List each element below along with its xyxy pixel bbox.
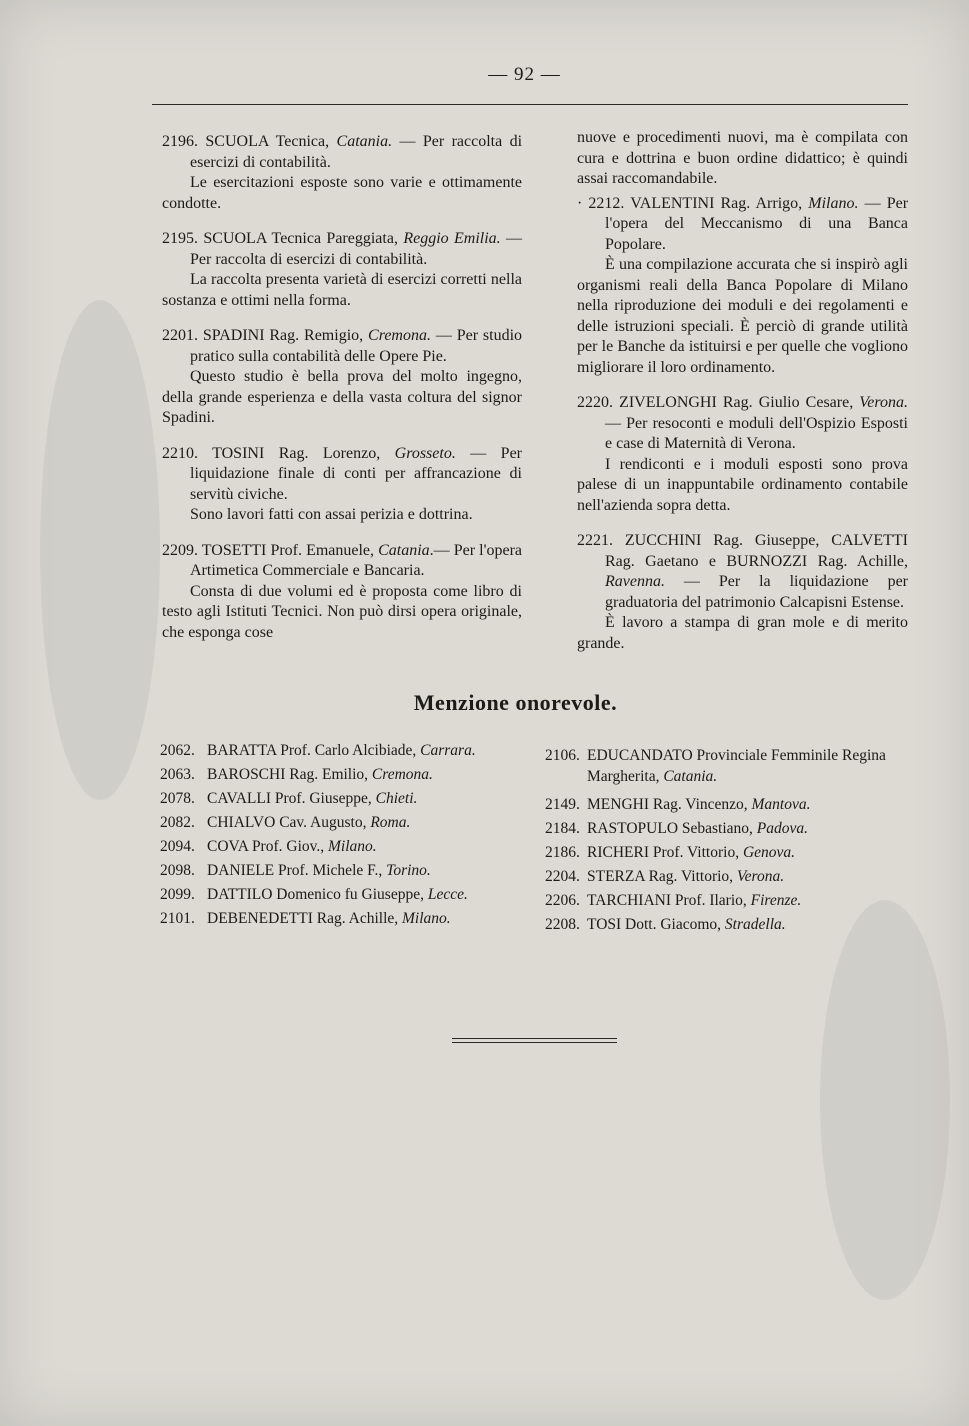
entry-number: 2195. bbox=[162, 230, 198, 247]
list-item bbox=[160, 859, 530, 883]
list-place: Chieti. bbox=[375, 790, 418, 807]
rule-line bbox=[452, 1042, 617, 1043]
list-place: Torino. bbox=[386, 862, 431, 879]
list-name: DEBENEDETTI Rag. Achille, bbox=[207, 910, 399, 927]
entry-text: .— Per l'opera Artimetica Commerciale e Bancaria. bbox=[190, 541, 522, 579]
list-number: 2062. bbox=[160, 742, 195, 759]
list-item bbox=[545, 841, 915, 865]
list-item bbox=[160, 907, 530, 931]
list-place: Padova. bbox=[756, 820, 809, 837]
entry-number: · 2212. bbox=[577, 194, 625, 212]
entry-comment: I rendiconti e i moduli esposti sono prova palese di un inappuntabile ordinamento contabile nell'azienda sopra detta. bbox=[577, 455, 908, 514]
list-number: 2184. bbox=[545, 820, 580, 837]
list-number: 2094. bbox=[160, 838, 195, 855]
list-name: BAROSCHI Rag. Emilio, bbox=[207, 766, 369, 783]
list-place: Cremona. bbox=[371, 766, 433, 783]
list-item bbox=[545, 913, 915, 937]
continuation-text: nuove e procedimenti nuovi, ma è compilata con cura e dottrina e buon ordine didattico; è quindi assai raccomandabile. bbox=[577, 129, 908, 187]
entry-place: Cremona. bbox=[368, 327, 431, 344]
entry-number: 2210. bbox=[162, 444, 198, 462]
rule-line bbox=[452, 1038, 617, 1039]
entry-number: 2209. bbox=[162, 541, 198, 559]
list-number: 2186. bbox=[545, 844, 580, 861]
list-place: Firenze. bbox=[750, 892, 802, 909]
entry-place: Milano. bbox=[808, 194, 859, 212]
entry-comment: Le esercitazioni esposte sono varie e ottimamente condotte. bbox=[162, 174, 522, 212]
entry-place: Grosseto. bbox=[394, 444, 456, 462]
entry-place: Ravenna. bbox=[605, 573, 665, 590]
entry-number: 2201. bbox=[162, 327, 198, 344]
list-number: 2099. bbox=[160, 886, 195, 903]
list-name: BARATTA Prof. Carlo Alcibiade, bbox=[207, 742, 417, 759]
list-name: DATTILO Domenico fu Giuseppe, bbox=[207, 886, 424, 903]
entry-number: 2196. bbox=[162, 133, 198, 150]
list-name: CAVALLI Prof. Giuseppe, bbox=[207, 790, 372, 807]
list-item bbox=[545, 793, 915, 817]
entry-text: — Per raccolta di esercizi di contabilità. bbox=[190, 133, 523, 171]
list-number: 2098. bbox=[160, 862, 195, 879]
list-number: 2106. bbox=[545, 747, 580, 764]
page-number: — 92 — bbox=[488, 64, 561, 85]
list-number: 2208. bbox=[545, 916, 580, 933]
list-name: EDUCANDATO Provinciale Femminile Regina Margherita, bbox=[587, 747, 886, 785]
list-name: DANIELE Prof. Michele F., bbox=[207, 862, 383, 879]
list-place: Catania. bbox=[663, 768, 718, 785]
entry-name: ZUCCHINI Rag. Giuseppe, CALVETTI Rag. Gaetano e BURNOZZI Rag. Achille, bbox=[605, 532, 908, 570]
entry-number: 2220. bbox=[577, 394, 613, 411]
list-item bbox=[160, 883, 530, 907]
header-rule bbox=[152, 104, 908, 105]
entry-2221 bbox=[577, 531, 908, 613]
list-item bbox=[160, 811, 530, 835]
list-place: Milano. bbox=[402, 910, 451, 927]
entry-name: VALENTINI Rag. Arrigo, bbox=[630, 194, 803, 212]
entry-comment: È una compilazione accurata che si inspirò agli organismi reali della Banca Popolare di Milano nella riproduzione dei moduli e dei regolamenti e delle istruzioni speciali. È perciò di grande utilità per le Banche da istituirsi e per quelle che vogliono migliorare il loro ordinamento. bbox=[577, 256, 908, 376]
list-place: Verona. bbox=[736, 868, 785, 885]
list-item bbox=[160, 763, 530, 787]
right-column bbox=[577, 128, 908, 654]
list-place: Carrara. bbox=[420, 742, 476, 759]
entry-name: TOSINI Rag. Lorenzo, bbox=[212, 444, 381, 462]
entry-number: 2221. bbox=[577, 532, 613, 549]
list-number: 2082. bbox=[160, 814, 195, 831]
list-item bbox=[160, 739, 530, 763]
list-place: Lecce. bbox=[427, 886, 468, 903]
list-place: Genova. bbox=[742, 844, 796, 861]
list-name: RASTOPULO Sebastiano, bbox=[587, 820, 753, 837]
entry-text: — Per liquidazione finale di conti per affrancazione di servitù civiche. bbox=[190, 444, 522, 503]
entry-text: — Per raccolta di esercizi di contabilità. bbox=[190, 230, 523, 268]
list-number: 2149. bbox=[545, 796, 580, 813]
list-name: CHIALVO Cav. Augusto, bbox=[207, 814, 367, 831]
list-place: Roma. bbox=[370, 814, 411, 831]
entry-text: — Per resoconti e moduli dell'Ospizio Esposti e case di Maternità di Verona. bbox=[605, 414, 908, 452]
entry-comment: Questo studio è bella prova del molto ingegno, della grande esperienza e della vasta coltura del signor Spadini. bbox=[162, 368, 522, 426]
closing-double-rule bbox=[452, 1038, 617, 1046]
entry-name: ZIVELONGHI Rag. Giulio Cesare, bbox=[619, 394, 854, 411]
list-number: 2204. bbox=[545, 868, 580, 885]
entry-text: — Per l'opera del Meccanismo di una Banca Popolare. bbox=[605, 194, 909, 253]
entry-name: TOSETTI Prof. Emanuele, bbox=[201, 541, 375, 559]
entry-text: — Per la liquidazione per graduatoria del patrimonio Calcapisni Estense. bbox=[605, 573, 909, 611]
entry-place: Catania bbox=[378, 541, 430, 559]
list-item bbox=[160, 787, 530, 811]
entry-name: SCUOLA Tecnica, bbox=[205, 133, 330, 150]
list-name: TOSI Dott. Giacomo, bbox=[587, 916, 722, 933]
entry-2209 bbox=[162, 541, 522, 582]
paper-stain bbox=[820, 900, 950, 1300]
list-item bbox=[160, 835, 530, 859]
mention-list-right bbox=[545, 745, 915, 937]
list-item bbox=[545, 817, 915, 841]
entry-2220 bbox=[577, 393, 908, 455]
entry-2210 bbox=[162, 444, 522, 506]
list-number: 2078. bbox=[160, 790, 195, 807]
entry-2201 bbox=[162, 326, 522, 367]
list-name: COVA Prof. Giov., bbox=[207, 838, 325, 855]
entry-place: Reggio Emilia. bbox=[403, 230, 501, 247]
entry-place: Verona. bbox=[859, 394, 908, 411]
list-item bbox=[545, 745, 915, 787]
list-number: 2101. bbox=[160, 910, 195, 927]
list-item bbox=[545, 889, 915, 913]
list-number: 2206. bbox=[545, 892, 580, 909]
list-place: Stradella. bbox=[724, 916, 786, 933]
list-name: STERZA Rag. Vittorio, bbox=[587, 868, 734, 885]
entry-comment: Sono lavori fatti con assai perizia e dottrina. bbox=[190, 506, 473, 523]
entry-name: SCUOLA Tecnica Pareggiata, bbox=[203, 230, 398, 247]
entry-2212 bbox=[577, 194, 908, 256]
entry-name: SPADINI Rag. Remigio, bbox=[202, 327, 364, 344]
entry-text: — Per studio pratico sulla contabilità delle Opere Pie. bbox=[190, 327, 523, 365]
list-name: MENGHI Rag. Vincenzo, bbox=[587, 796, 748, 813]
entry-2195 bbox=[162, 229, 522, 270]
list-name: RICHERI Prof. Vittorio, bbox=[587, 844, 740, 861]
left-column bbox=[162, 132, 522, 643]
entry-comment: La raccolta presenta varietà di esercizi corretti nella sostanza e ottimi nella forma. bbox=[162, 271, 522, 309]
list-place: Mantova. bbox=[751, 796, 811, 813]
list-item bbox=[545, 865, 915, 889]
list-place: Milano. bbox=[328, 838, 377, 855]
entry-comment: È lavoro a stampa di gran mole e di merito grande. bbox=[577, 614, 908, 652]
entry-2196 bbox=[162, 132, 522, 173]
entry-place: Catania. bbox=[336, 133, 393, 150]
list-number: 2063. bbox=[160, 766, 195, 783]
mention-list-left bbox=[160, 739, 530, 931]
section-heading: Menzione onorevole. bbox=[413, 690, 618, 715]
paper-stain bbox=[40, 300, 160, 800]
list-name: TARCHIANI Prof. Ilario, bbox=[587, 892, 747, 909]
entry-comment: Consta di due volumi ed è proposta come libro di testo agli Istituti Tecnici. Non può dirsi opera originale, che esponga cose bbox=[162, 582, 522, 641]
